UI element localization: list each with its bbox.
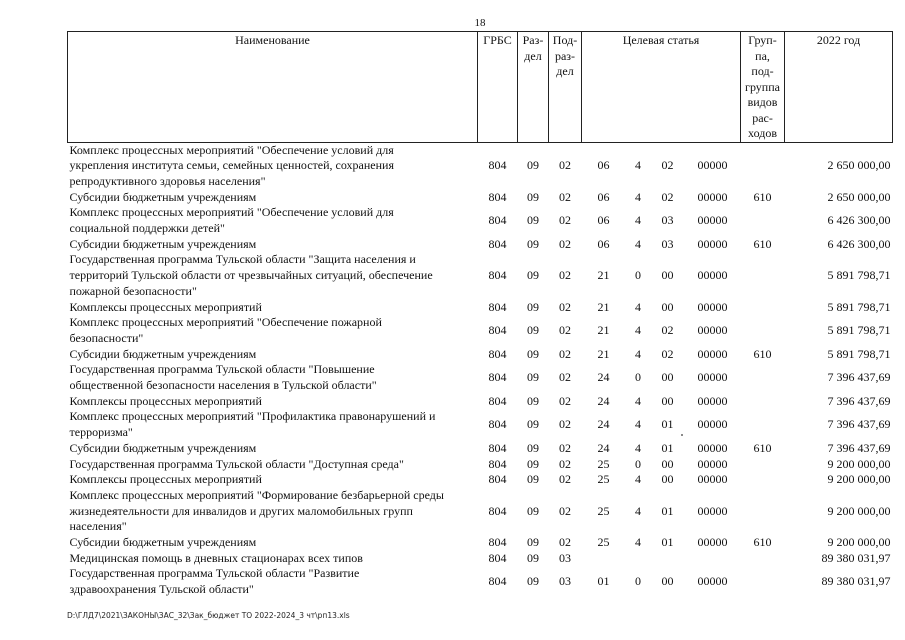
row-target-type: 4 (635, 236, 641, 251)
row-podrazdel: 02 (559, 503, 571, 518)
row-expense-group (741, 566, 785, 597)
row-podrazdel: 02 (559, 472, 571, 487)
row-expense-group: 610 (753, 346, 772, 361)
row-podrazdel: 02 (559, 440, 571, 455)
row-name: Субсидии бюджетным учреждениям (69, 189, 257, 204)
row-podrazdel: 02 (559, 346, 571, 361)
row-podrazdel: 02 (559, 535, 571, 550)
header-podrazdel: Под- раз- дел (549, 32, 582, 143)
row-target-direction: 00000 (697, 417, 728, 432)
row-grbs: 804 (488, 213, 507, 228)
row-target-subtype: 01 (661, 535, 674, 550)
row-target-direction: 00000 (697, 346, 728, 361)
table-row (68, 315, 893, 346)
row-grbs: 804 (488, 158, 507, 173)
row-grbs: 804 (488, 535, 507, 550)
row-target-type: 0 (635, 268, 641, 283)
row-target-program: 06 (597, 236, 610, 251)
row-expense-group (741, 142, 785, 190)
row-amount: 7 396 437,69 (827, 393, 891, 408)
row-target-program: 25 (597, 472, 610, 487)
row-name: Государственная программа Тульской области "Повышение общественной безопасности населения в Тульской области" (69, 362, 377, 393)
row-target-direction: 00000 (697, 393, 728, 408)
row-target-program: 25 (597, 503, 610, 518)
row-podrazdel: 03 (559, 550, 571, 565)
row-grbs: 804 (488, 189, 507, 204)
row-target-type: 0 (635, 370, 641, 385)
row-target-program: 01 (597, 574, 610, 589)
row-target-direction (685, 551, 741, 567)
row-target-program: 24 (597, 440, 610, 455)
row-grbs: 804 (488, 472, 507, 487)
row-target-subtype: 02 (661, 189, 674, 204)
row-target-program: 06 (597, 158, 610, 173)
row-name: Государственная программа Тульской области "Доступная среда" (69, 456, 404, 471)
row-expense-group (741, 252, 785, 299)
row-target-direction: 00000 (697, 456, 728, 471)
row-name: Комплекс процессных мероприятий "Обеспечение условий для укрепления института семьи, семейных ценностей, сохранения репродуктивного здоровья населения" (69, 142, 394, 188)
row-expense-group (741, 315, 785, 346)
row-target-program: 21 (597, 299, 610, 314)
row-amount: 89 380 031,97 (821, 574, 891, 589)
row-target-subtype: 03 (661, 236, 674, 251)
row-grbs: 804 (488, 323, 507, 338)
row-target-type: 4 (635, 393, 641, 408)
row-name: Государственная программа Тульской области "Развитие здравоохранения Тульской области" (69, 566, 360, 597)
row-target-subtype: 01 (661, 503, 674, 518)
file-path-footer: D:\ГЛД7\2021\ЗАКОНЫ\ЗАС_32\Зак_бюджет ТО 2022-2024_3 чт\рп13.xls (67, 611, 350, 620)
row-target-subtype: 00 (661, 574, 674, 589)
row-target-subtype: 03 (661, 213, 674, 228)
row-name: Субсидии бюджетным учреждениям (69, 346, 257, 361)
header-expense-group: Груп- па, под- группа видов рас- ходов (741, 32, 785, 143)
row-target-direction: 00000 (697, 189, 728, 204)
row-expense-group: 610 (753, 236, 772, 251)
row-expense-group: 610 (753, 440, 772, 455)
row-amount: 2 650 000,00 (827, 158, 891, 173)
row-target-type: 4 (635, 213, 641, 228)
row-name: Комплексы процессных мероприятий (69, 472, 262, 487)
row-podrazdel: 02 (559, 456, 571, 471)
row-grbs: 804 (488, 236, 507, 251)
row-target-subtype: 00 (661, 299, 674, 314)
table-row (68, 205, 893, 236)
row-target-direction: 00000 (697, 236, 728, 251)
row-target-type: 4 (635, 503, 641, 518)
row-podrazdel: 02 (559, 393, 571, 408)
header-year-2022: 2022 год (785, 32, 893, 143)
row-target-subtype: 02 (661, 323, 674, 338)
row-expense-group (741, 488, 785, 535)
row-name: Субсидии бюджетным учреждениям (69, 535, 257, 550)
table-row (68, 441, 893, 457)
row-razdel: 09 (527, 268, 539, 283)
row-target-subtype: 01 (661, 417, 674, 432)
row-razdel: 09 (527, 440, 539, 455)
row-amount: 89 380 031,97 (821, 550, 891, 565)
row-grbs: 804 (488, 417, 507, 432)
row-target-program (582, 551, 626, 567)
row-podrazdel: 02 (559, 236, 571, 251)
page-number: 18 (474, 17, 486, 29)
row-target-type: 4 (635, 189, 641, 204)
row-target-direction: 00000 (697, 213, 728, 228)
row-amount: 9 200 000,00 (827, 472, 891, 487)
table-row (68, 347, 893, 363)
header-name: Наименование (68, 32, 478, 143)
row-name: Субсидии бюджетным учреждениям (69, 236, 257, 251)
row-target-direction: 00000 (697, 472, 728, 487)
row-razdel: 09 (527, 393, 539, 408)
row-target-type: 4 (635, 440, 641, 455)
row-name: Государственная программа Тульской области "Защита населения и территорий Тульской области от чрезвычайных ситуаций, обеспечение пожарной безопасности" (69, 252, 433, 298)
row-target-direction: 00000 (697, 574, 728, 589)
row-name: Комплекс процессных мероприятий "Обеспечение пожарной безопасности" (69, 315, 382, 345)
row-name: Комплексы процессных мероприятий (69, 299, 262, 314)
row-target-type: 4 (635, 346, 641, 361)
row-target-type: 0 (635, 456, 641, 471)
row-expense-group: 610 (753, 535, 772, 550)
table-row (68, 535, 893, 551)
row-grbs: 804 (488, 456, 507, 471)
row-target-subtype (651, 551, 685, 567)
row-target-subtype: 00 (661, 472, 674, 487)
row-target-type: 4 (635, 417, 641, 432)
row-grbs: 804 (488, 440, 507, 455)
row-target-direction: 00000 (697, 323, 728, 338)
row-razdel: 09 (527, 472, 539, 487)
row-name: Комплексы процессных мероприятий (69, 393, 262, 408)
row-name: Комплекс процессных мероприятий "Формирование безбарьерной среды жизнедеятельности для инвалидов и других маломобильных групп населения" (69, 487, 444, 534)
row-amount: 6 426 300,00 (827, 213, 891, 228)
row-amount: 7 396 437,69 (827, 417, 891, 432)
row-target-program: 24 (597, 393, 610, 408)
row-target-program: 25 (597, 456, 610, 471)
row-target-program: 21 (597, 323, 610, 338)
row-expense-group (741, 205, 785, 236)
row-target-direction: 00000 (697, 299, 728, 314)
table-row (68, 252, 893, 299)
row-razdel: 09 (527, 535, 539, 550)
row-target-subtype: 00 (661, 456, 674, 471)
row-target-direction: 00000 (697, 503, 728, 518)
table-row (68, 551, 893, 567)
row-grbs: 804 (488, 503, 507, 518)
row-name: Комплекс процессных мероприятий "Профилактика правонарушений и терроризма" (69, 409, 436, 440)
row-expense-group: 610 (753, 189, 772, 204)
header-target-article: Целевая статья (582, 32, 741, 143)
row-amount: 7 396 437,69 (827, 370, 891, 385)
row-target-program: 21 (597, 268, 610, 283)
row-podrazdel: 02 (559, 158, 571, 173)
row-target-type: 4 (635, 535, 641, 550)
row-razdel: 09 (527, 417, 539, 432)
row-target-program: 24 (597, 370, 610, 385)
row-grbs: 804 (488, 574, 507, 589)
table-row (68, 488, 893, 535)
table-header-row (68, 32, 893, 143)
table-row (68, 190, 893, 206)
row-amount: 9 200 000,00 (827, 456, 891, 471)
row-razdel: 09 (527, 503, 539, 518)
row-expense-group (741, 362, 785, 393)
row-target-type: 4 (635, 158, 641, 173)
row-name: Субсидии бюджетным учреждениям (69, 440, 257, 455)
row-razdel: 09 (527, 370, 539, 385)
row-podrazdel: 02 (559, 299, 571, 314)
row-grbs: 804 (488, 268, 507, 283)
row-target-subtype: 02 (661, 158, 674, 173)
table-row (68, 362, 893, 393)
row-razdel: 09 (527, 574, 539, 589)
table-row (68, 300, 893, 316)
row-expense-group (741, 551, 785, 567)
row-razdel: 09 (527, 236, 539, 251)
row-podrazdel: 02 (559, 213, 571, 228)
row-podrazdel: 03 (559, 574, 571, 589)
row-target-subtype: 00 (661, 268, 674, 283)
row-amount: 7 396 437,69 (827, 440, 891, 455)
row-expense-group (741, 457, 785, 473)
row-target-subtype: 00 (661, 393, 674, 408)
row-podrazdel: 02 (559, 323, 571, 338)
row-podrazdel: 02 (559, 370, 571, 385)
row-amount: 5 891 798,71 (827, 299, 891, 314)
row-razdel: 09 (527, 213, 539, 228)
table-row (68, 409, 893, 440)
row-amount: 5 891 798,71 (827, 268, 891, 283)
row-target-direction: 00000 (697, 268, 728, 283)
row-razdel: 09 (527, 323, 539, 338)
row-amount: 5 891 798,71 (827, 323, 891, 338)
header-grbs: ГРБС (478, 32, 518, 143)
row-grbs: 804 (488, 299, 507, 314)
table-row (68, 457, 893, 473)
row-name: Комплекс процессных мероприятий "Обеспечение условий для социальной поддержки детей" (69, 205, 394, 236)
row-target-subtype: 02 (661, 346, 674, 361)
row-amount: 6 426 300,00 (827, 236, 891, 251)
row-expense-group (741, 409, 785, 440)
row-target-type: 4 (635, 299, 641, 314)
row-razdel: 09 (527, 158, 539, 173)
row-target-direction: 00000 (697, 158, 728, 173)
budget-table (67, 31, 893, 598)
row-grbs: 804 (488, 370, 507, 385)
row-name: Медицинская помощь в дневных стационарах всех типов (69, 550, 363, 565)
table-row (68, 237, 893, 253)
row-target-program: 06 (597, 189, 610, 204)
table-row (68, 394, 893, 410)
row-amount: 5 891 798,71 (827, 346, 891, 361)
row-target-program: 24 (597, 417, 610, 432)
row-podrazdel: 02 (559, 417, 571, 432)
row-target-subtype: 00 (661, 370, 674, 385)
row-target-type: 4 (635, 323, 641, 338)
scan-speck (681, 434, 683, 436)
row-razdel: 09 (527, 550, 539, 565)
row-expense-group (741, 300, 785, 316)
row-amount: 9 200 000,00 (827, 503, 891, 518)
row-target-type: 0 (635, 574, 641, 589)
row-target-type (626, 551, 651, 567)
row-target-direction: 00000 (697, 440, 728, 455)
header-razdel: Раз- дел (518, 32, 549, 143)
table-row (68, 142, 893, 190)
row-grbs: 804 (488, 393, 507, 408)
table-row (68, 472, 893, 488)
table-body (68, 142, 893, 598)
row-grbs: 804 (488, 346, 507, 361)
row-expense-group (741, 394, 785, 410)
row-target-program: 21 (597, 346, 610, 361)
row-podrazdel: 02 (559, 268, 571, 283)
row-target-program: 25 (597, 535, 610, 550)
row-target-direction: 00000 (697, 370, 728, 385)
row-razdel: 09 (527, 456, 539, 471)
row-target-type: 4 (635, 472, 641, 487)
row-razdel: 09 (527, 299, 539, 314)
row-grbs: 804 (488, 550, 507, 565)
row-target-subtype: 01 (661, 440, 674, 455)
row-target-direction: 00000 (697, 535, 728, 550)
row-razdel: 09 (527, 346, 539, 361)
table-row (68, 566, 893, 597)
row-podrazdel: 02 (559, 189, 571, 204)
row-target-program: 06 (597, 213, 610, 228)
row-amount: 9 200 000,00 (827, 535, 891, 550)
row-expense-group (741, 472, 785, 488)
row-razdel: 09 (527, 189, 539, 204)
row-amount: 2 650 000,00 (827, 189, 891, 204)
